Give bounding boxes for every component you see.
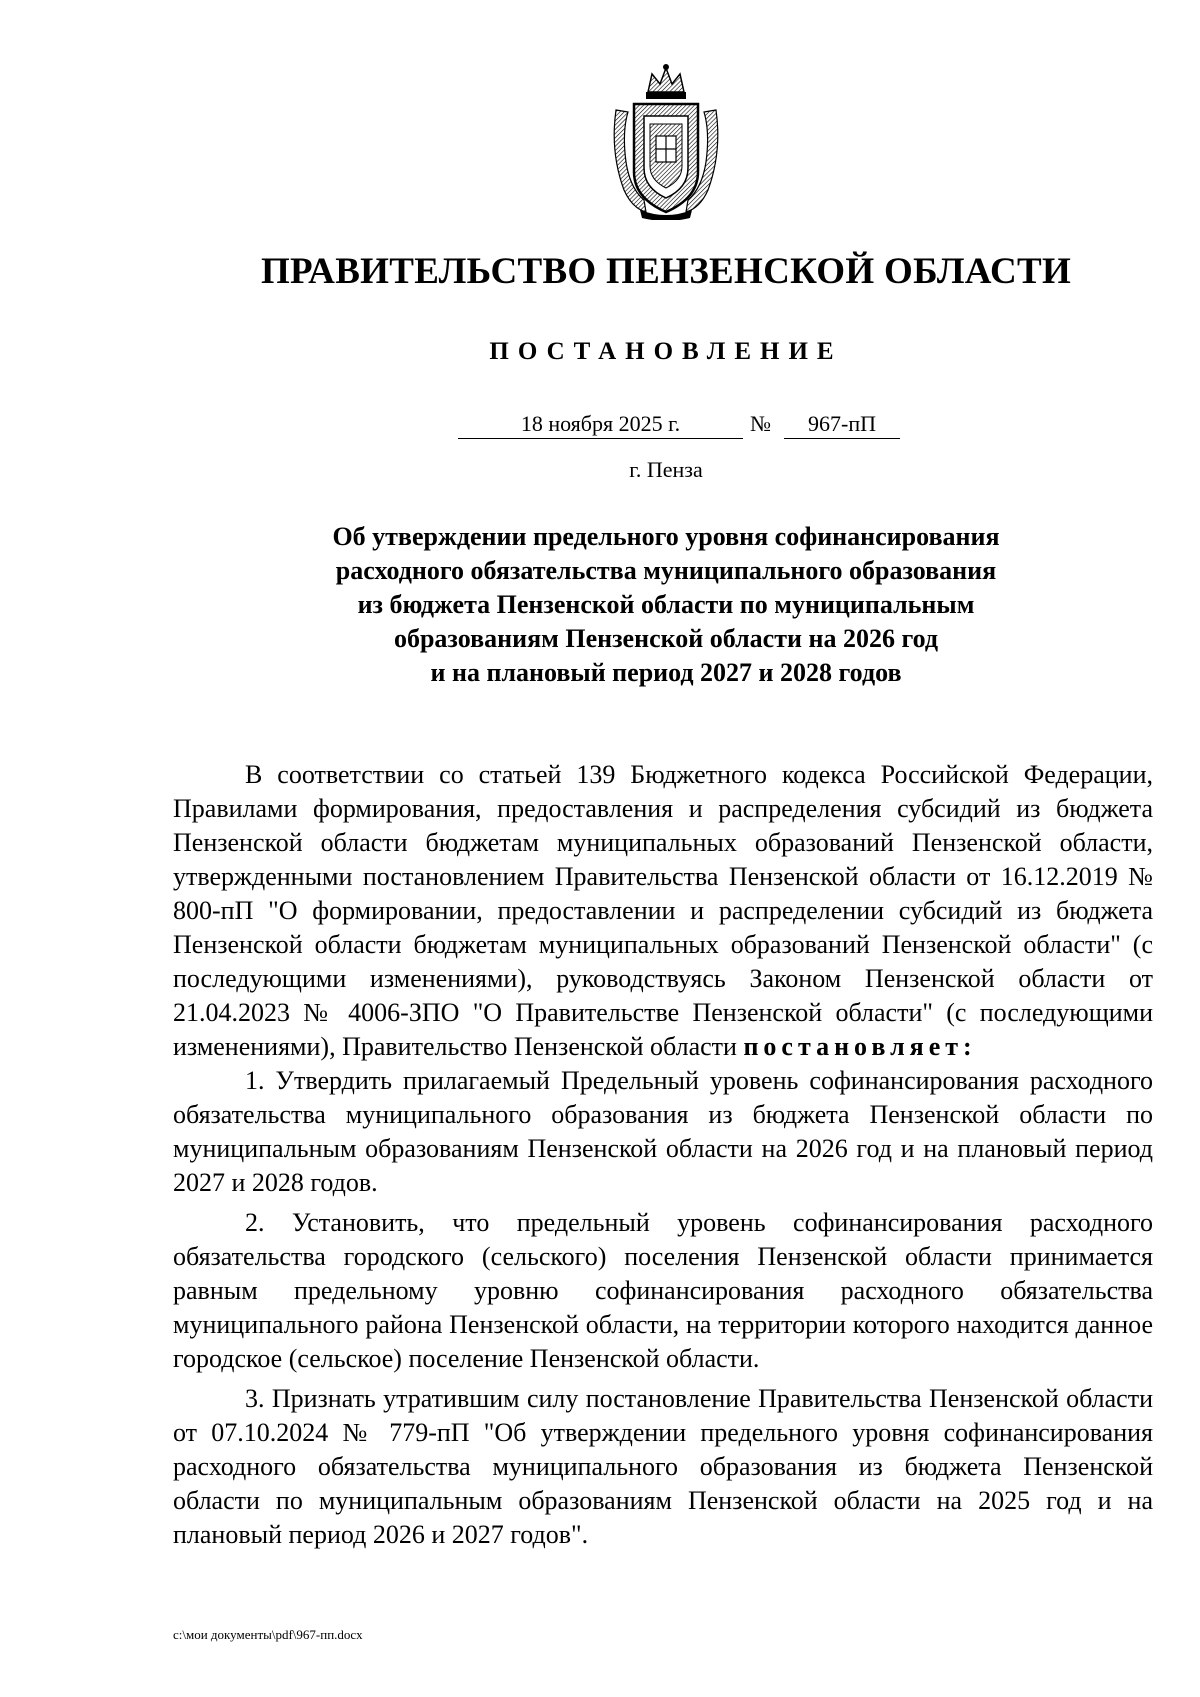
document-number: 967-пП [784,412,900,439]
resolves-word: постановляет: [743,1032,977,1061]
subject-line: образованиям Пензенской области на 2026 год [393,624,939,653]
city: г. Пенза [629,457,703,482]
item-3-paragraph: 3. Признать утратившим силу постановление Правительства Пензенской области от 07.10.2024 № 779-пП "Об утверждении предельного уровня софинансирования расходного обязательства муниципального образования из бюджета Пензенской области по муниципальным образованиям Пензенской области на 2025 год и на плановый период 2026 и 2027 годов". [173,1384,1153,1549]
document-subject [250,520,1082,690]
subject-line: Об утверждении предельного уровня софинансирования [332,522,1000,551]
preamble-paragraph [173,758,1153,1064]
document-body [173,758,1153,1552]
document-date: 18 ноября 2025 г. [458,412,743,439]
preamble-text: В соответствии со статьей 139 Бюджетного кодекса Российской Федерации, Правилами формирования, предоставления и распределения субсидий из бюджета Пензенской области бюджетам муниципальных образований Пензенской области, утвержденными постановлением Правительства Пензенской области от 16.12.2019 № 800-пП "О формировании, предоставлении и распределении субсидий из бюджета Пензенской области бюджетам муниципальных образований Пензенской области" (с последующими изменениями), руководствуясь Законом Пензенской области от 21.04.2023 № 4006-ЗПО "О Правительстве Пензенской области" (с последующими изменениями), Правительство Пензенской области [173,760,1153,1061]
item-1-paragraph: 1. Утвердить прилагаемый Предельный уровень софинансирования расходного обязательства муниципального образования из бюджета Пензенской области по муниципальным образованиям Пензенской области на 2026 год и на плановый период 2027 и 2028 годов. [173,1066,1153,1197]
file-path-footer: c:\мои документы\pdf\967-пп.docx [173,1627,363,1642]
subject-line: и на плановый период 2027 и 2028 годов [430,658,902,687]
subject-line: из бюджета Пензенской области по муниципальным [357,590,975,619]
document-type: ПОСТАНОВЛЕНИЕ [489,338,843,365]
organization-title: ПРАВИТЕЛЬСТВО ПЕНЗЕНСКОЙ ОБЛАСТИ [260,251,1072,292]
coat-of-arms-emblem [610,62,722,220]
item-2-paragraph: 2. Установить, что предельный уровень софинансирования расходного обязательства городского (сельского) поселения Пензенской области принимается равным предельному уровню софинансирования расходного обязательства муниципального района Пензенской области, на территории которого находится данное городское (сельское) поселение Пензенской области. [173,1208,1153,1373]
number-sign: № [750,411,771,436]
subject-line: расходного обязательства муниципального образования [335,556,997,585]
